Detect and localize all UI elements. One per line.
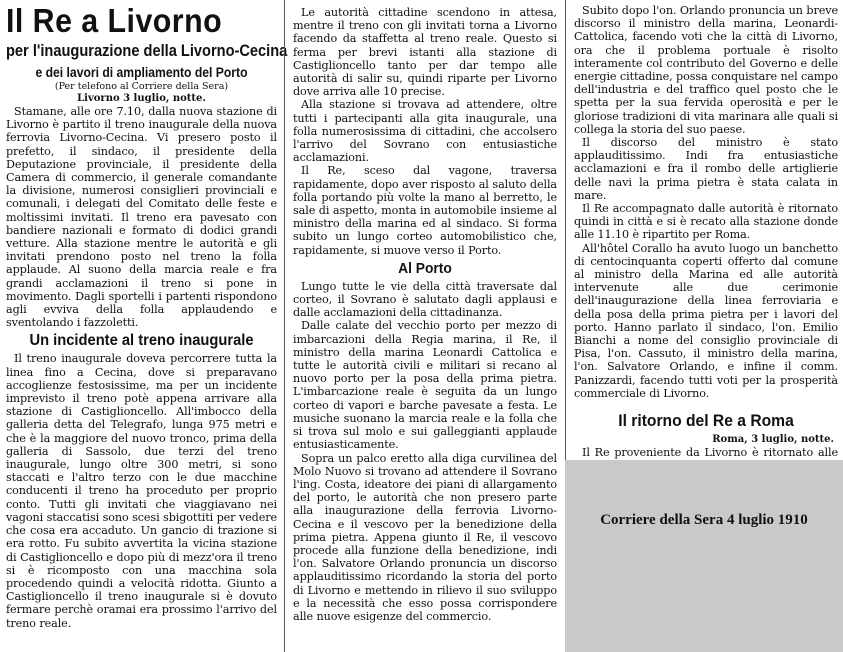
paragraph: Stamane, alle ore 7.10, dalla nuova stazione di Livorno è partito il treno inaugurale della nuova ferrovia Livorno-Cecina. Vi presero posto il prefetto, il sindaco, il presidente della Deputazione provinciale, il presidente della Camera di commercio, il generale comandante la divisione, numerosi consiglieri provinciali e comunali, i delegati del Comitato delle feste e moltissimi invitati. Il treno era pavesato con bandiere nazionali e formato di dodici grandi vetture. Alla stazione mentre le autorità e gli invitati prendono posto nel treno la folla applaude. Al suono della marcia reale e fra grandi acclamazioni il treno si pone in movimento. Dagli sportelli i partenti rispondono agli evviva della folla applaudendo e sventolando i fazzoletti. [6, 105, 277, 330]
paragraph: All'hôtel Corallo ha avuto luogo un banchetto di centocinquanta coperti offerto dal comune al ministro della Marina ed alle autorità intervenute alle due cerimonie dell'inaugurazione della linea ferroviaria e della posa della prima pietra per i lavori del porto. Hanno parlato il sindaco, l'on. Emilio Bianchi a nome del consiglio provinciale di Pisa, l'on. Cassuto, il ministro della marina, l'on. Salvatore Orlando, e infine il comm. Panizzardi, facendo tutti voti per la prosperità commerciale di Livorno. [574, 241, 838, 400]
dateline: Roma, 3 luglio, notte. [712, 434, 834, 446]
section-heading: Al Porto [398, 259, 452, 277]
section-heading: Un incidente al treno inaugurale [29, 332, 254, 350]
paragraph: Sopra un palco eretto alla diga curvilinea del Molo Nuovo si trovano ad attendere il Sovrano l'ing. Costa, ideatore dei piani di allargamento del porto, le autorità che non presero parte alla inaugurazione della ferrovia Livorno-Cecina e il vescovo per la benedizione della prima pietra. Appena giunto il Re, il vescovo procede alla funzione della benedizione, indi l'on. Salvatore Orlando pronuncia un discorso applauditissimo ricordando la storia del porto di Livorno e mettendo in rilievo il suo sviluppo e la necessità che esso possa corrispondere alle nuove esigenze del commercio. [293, 451, 557, 623]
paragraph: Il Re, sceso dal vagone, traversa rapidamente, dopo aver risposto al saluto della folla portando più volte la mano al berretto, le sale di aspetto, monta in automobile insieme al ministro della marina ed al sindaco. Si forma subito un lungo corteo automobilistico che, rapidamente, si muove verso il Porto. [293, 164, 557, 257]
article-title: Il Re a Livorno [6, 2, 223, 39]
dateline: Livorno 3 luglio, notte. [77, 93, 206, 104]
paragraph: Dalle calate del vecchio porto per mezzo di imbarcazioni della Regia marina, il Re, il ministro della marina Leonardi Cattolica e tutte le autorità civili e militari si recano al nuovo porto per la posa della prima pietra. L'imbarcazione reale è seguita da un lungo corteo di vapori e barche pavesate a festa. Le musiche suonano la marcia reale e la folla che si trova sul molo e sui galleggianti applaude entusiasticamente. [293, 319, 557, 452]
paragraph: Alla stazione si trovava ad attendere, oltre tutti i partecipanti alla gita inaugurale, una folla numerosissima di cittadini, che accolsero l'arrivo del Sovrano con entusiastiche acclamazioni. [293, 98, 557, 165]
article-column-1 [0, 0, 288, 652]
article-column-2 [284, 0, 563, 652]
paragraph: Il treno inaugurale doveva percorrere tutta la linea fino a Cecina, dove si preparavano accoglienze festosissime, ma per un incidente imprevisto il treno potè appena arrivare alla stazione di Castiglioncello. All'imbocco della galleria detta del Telegrafo, lunga 975 metri e che è la maggiore del nuovo tronco, prima della galleria di Sassolo, due terzi del treno inaugurale, lungo oltre 300 metri, si sono staccati e l'altro terzo con le due macchine conducenti il treno ha proceduto per proprio conto. Tutti gli invitati che viaggiavano nei vagoni staccatisi sono scesi sbigottiti per vedere che cosa era accaduto. Un gancio di trazione si era rotto. Fu subito avvertita la vicina stazione di Castiglioncello e dopo più di mezz'ora il treno si è ricomposto con una macchina sola procedendo quindi a velocità ridotta. Giunto a Castiglioncello il treno inaugurale si è dovuto fermare perchè oramai era prossimo l'arrivo del treno reale. [6, 352, 277, 630]
article-subtitle-2: e dei lavori di ampliamento del Porto [35, 65, 248, 80]
section-heading: Il ritorno del Re a Roma [618, 411, 794, 431]
paragraph: Il Re proveniente da Livorno è ritornato alle [582, 446, 838, 460]
paragraph: Lungo tutte le vie della città traversate dal corteo, il Sovrano è salutato dagli applausi e dalle acclamazioni della cittadinanza. [293, 279, 557, 320]
byline: (Per telefono al Corriere della Sera) [54, 81, 229, 92]
article-subtitle: per l'inaugurazione della Livorno-Cecina [6, 41, 288, 60]
article-column-3 [565, 0, 843, 460]
paragraph: Le autorità cittadine scendono in attesa, mentre il treno con gli invitati torna a Livorno facendo da staffetta al treno reale. Questo si ferma per brevi istanti alla stazione di Castiglioncello tanto per dar tempo alle autorità di salir su, quindi riparte per Livorno dove arriva alle 10 precise. [293, 6, 557, 99]
paragraph: Il Re accompagnato dalle autorità è ritornato quindi in città e si è recato alla stazione donde alle 11.10 è ripartito per Roma. [574, 202, 838, 242]
caption-panel [565, 460, 843, 652]
source-caption: Corriere della Sera 4 luglio 1910 [600, 512, 808, 528]
paragraph: Il discorso del ministro è stato applauditissimo. Indi fra entusiastiche acclamazioni e fra il rombo delle artiglierie delle navi la prima pietra è stata calata in mare. [574, 136, 838, 202]
paragraph: Subito dopo l'on. Orlando pronuncia un breve discorso il ministro della marina, Leonardi-Cattolica, facendo voti che la città di Livorno, ora che il problema portuale è risolto interamente col contributo del Governo e delle energie cittadine, possa conquistare nel campo dell'industria e del traffico quel posto che le spetta per la sua fervida operosità e per le gloriose tradizioni di vita marinara alle quali si collega la storia del suo paese. [574, 4, 838, 136]
